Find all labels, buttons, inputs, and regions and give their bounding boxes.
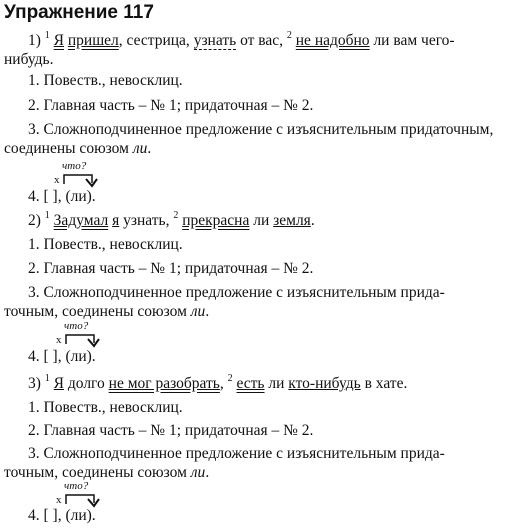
ex3-schema-arrow-icon [64,492,104,508]
ex1-point3: 3. Сложноподчиненное предложение с изъяснительным придаточным, [28,121,494,138]
ex3-conjunction: ли [190,464,206,481]
ex2-point1: 1. Повеств., невосклиц. [28,236,183,253]
ex3-subject2: кто-нибудь [288,375,361,392]
ex2-part1-mark: 1 [44,210,50,221]
ex2-point2: 2. Главная часть – № 1; придаточная – № 2. [28,260,314,277]
ex3-schema-x: x [56,494,62,506]
ex3-point3-cont: точным, соединены союзом ли. [4,464,210,481]
ex1-schema-arrow-icon [62,172,102,188]
ex2-schema-question: что? [64,320,89,332]
ex3-point4: 4. [ ], (ли). [28,507,96,524]
ex1-point1: 1. Повеств., невосклиц. [28,72,183,89]
ex1-sentence: 1) $^1$ Я пришел, сестрица, узнать от вас, $^2$ не надобно ли вам чего- [28,30,455,49]
ex1-predicate: пришел [67,32,119,49]
ex3-sentence: 3) $^1$ Я долго не мог разобрать, $^2$ есть ли кто-нибудь в хате. [28,373,408,392]
ex2-number: 2) [28,212,41,229]
ex3-point1: 1. Повеств., невосклиц. [28,399,183,416]
page-title: Упражнение 117 [4,2,154,23]
ex2-subject2: земля [273,212,311,229]
ex1-part2-mark: 2 [286,30,292,41]
ex3-predicate2: есть [236,375,265,392]
ex3-predicate: не мог разобрать [108,375,220,392]
ex3-schema-question: что? [64,480,89,492]
ex1-circumstance: узнать [193,32,237,49]
ex1-point4: 4. [ ], (ли). [28,188,96,205]
ex1-sentence-cont: нибудь. [4,51,54,68]
ex2-point4: 4. [ ], (ли). [28,348,96,365]
ex3-number: 3) [28,375,41,392]
ex2-part2-mark: 2 [173,210,179,221]
ex1-point3-cont: соединены союзом ли. [4,140,152,157]
ex1-conjunction: ли [132,140,148,157]
ex1-subject: Я [53,32,65,49]
ex2-schema-x: x [56,334,62,346]
ex1-schema-question: что? [62,160,87,172]
ex3-part2-mark: 2 [227,373,233,384]
ex1-part1-mark: 1 [44,30,50,41]
ex2-subject: я [112,212,120,229]
ex3-subject: Я [53,375,65,392]
ex2-sentence: 2) $^1$ Задумал я узнать, $^2$ прекрасна ли земля. [28,210,315,229]
ex1-number: 1) [28,32,41,49]
ex1-point2: 2. Главная часть – № 1; придаточная – № 2. [28,97,314,114]
ex2-point3: 3. Сложноподчиненное предложение с изъяснительным прида- [28,284,445,301]
ex1-schema-x: x [54,174,60,186]
ex3-point3: 3. Сложноподчиненное предложение с изъяснительным прида- [28,445,445,462]
ex3-part1-mark: 1 [44,373,50,384]
ex3-point2: 2. Главная часть – № 1; придаточная – № 2. [28,422,314,439]
ex1-predicate2: не надобно [295,32,370,49]
ex2-predicate: Задумал [53,212,109,229]
ex2-point3-cont: точным, соединены союзом ли. [4,303,210,320]
ex2-predicate2: прекрасна [182,212,250,229]
ex2-conjunction: ли [190,303,206,320]
ex2-schema-arrow-icon [64,332,104,348]
